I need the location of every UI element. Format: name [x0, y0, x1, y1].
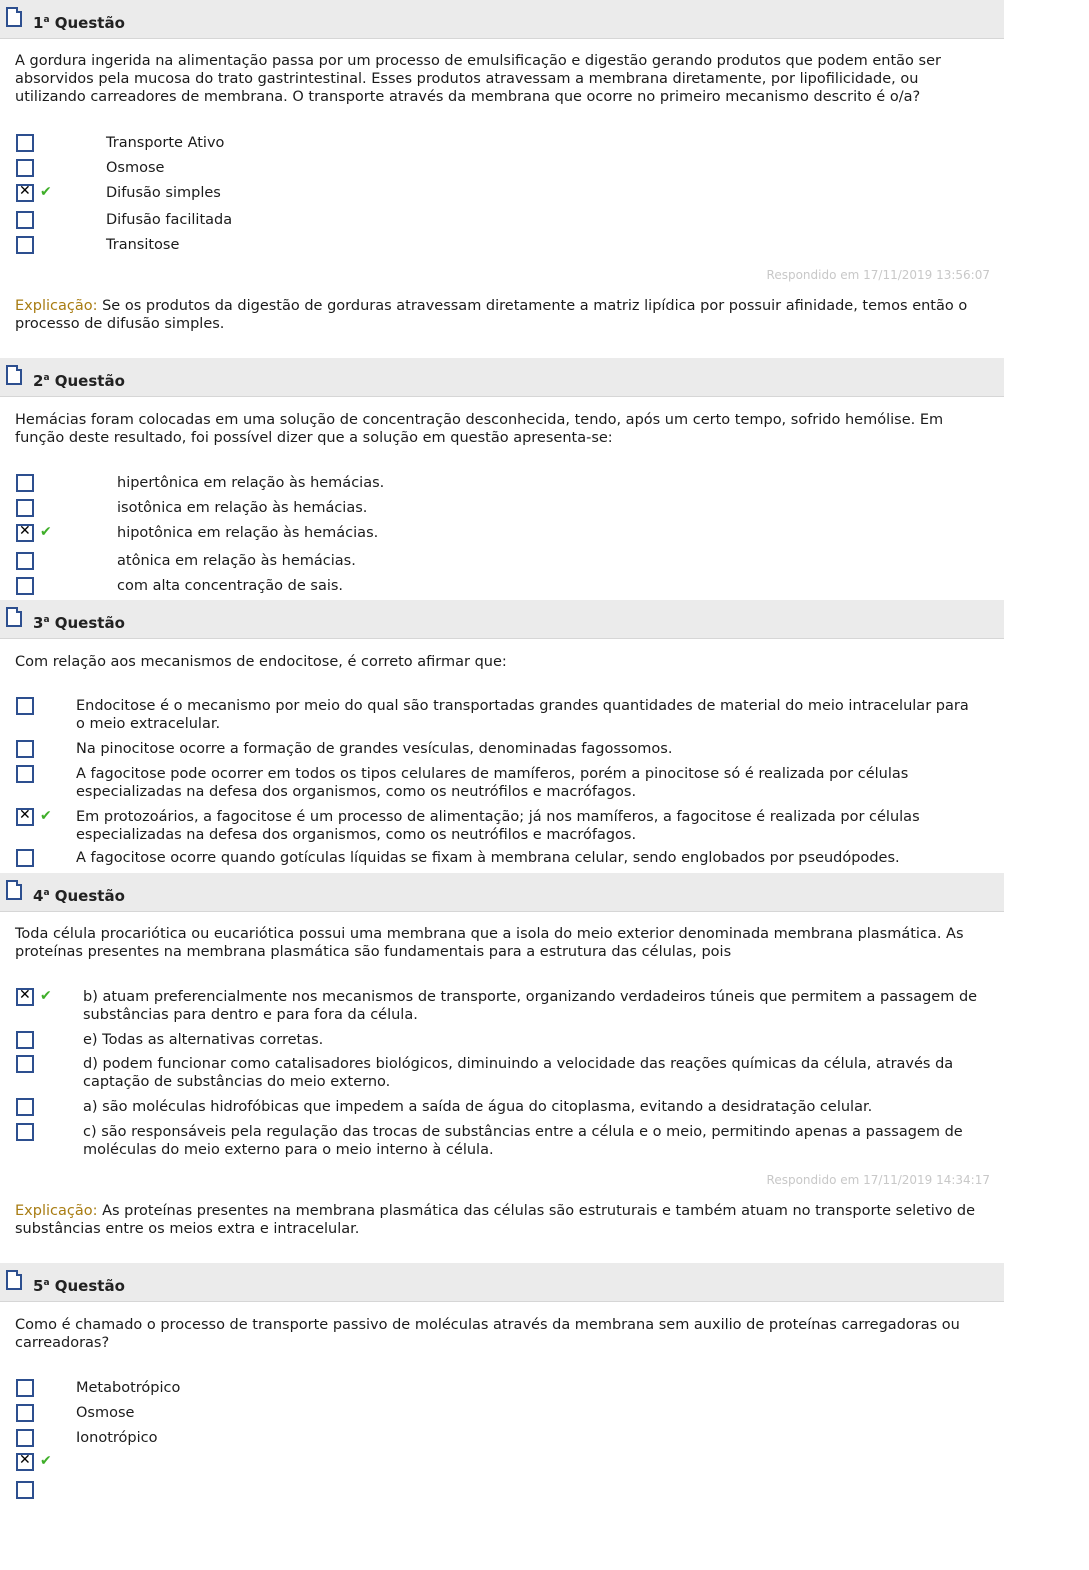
question-1-title: 1$^a$ Questão — [33, 14, 125, 32]
option-label: hipertônica em relação às hemácias. — [117, 475, 385, 491]
checkbox-checked[interactable] — [16, 808, 34, 826]
checkbox[interactable] — [16, 1404, 34, 1422]
green-checkmark-icon: ✔ — [40, 524, 52, 540]
question-2-text: Hemácias foram colocadas em uma solução de concentração desconhecida, tendo, após um certo tempo, sofrido hemólise. Em função deste resultado, foi possível dizer que a solução em questão apresenta-se: — [15, 412, 944, 446]
checkbox[interactable] — [16, 740, 34, 758]
checkbox[interactable] — [16, 1031, 34, 1049]
option-label: hipotônica em relação às hemácias. — [117, 525, 379, 541]
option-label: Difusão simples — [106, 185, 221, 201]
option-label: d) podem funcionar como catalisadores biológicos, diminuindo a velocidade das reações químicas da célula, através da captação de substâncias do meio externo. — [83, 1056, 954, 1090]
option-label: Osmose — [106, 160, 165, 176]
answered-timestamp: Respondido em 17/11/2019 14:34:17 — [766, 1173, 990, 1187]
option-label: Difusão facilitada — [106, 212, 233, 228]
option-label: Na pinocitose ocorre a formação de grandes vesículas, denominadas fagossomos. — [76, 741, 673, 757]
checkbox[interactable] — [16, 134, 34, 152]
question-4-title: 4$^a$ Questão — [33, 887, 125, 905]
document-icon — [6, 880, 22, 900]
option-label: Metabotrópico — [76, 1380, 181, 1396]
checkbox[interactable] — [16, 474, 34, 492]
option-label: Transporte Ativo — [106, 135, 225, 151]
question-3-header — [0, 600, 1004, 639]
question-5-title: 5$^a$ Questão — [33, 1277, 125, 1295]
question-4-text: Toda célula procariótica ou eucariótica possui uma membrana que a isola do meio exterior denominada membrana plasmática. As proteínas presentes na membrana plasmática são fundamentais para a estrutura das células, pois — [15, 926, 964, 960]
checkbox[interactable] — [16, 1379, 34, 1397]
question-1-header — [0, 0, 1004, 39]
checkbox[interactable] — [16, 236, 34, 254]
option-label: com alta concentração de sais. — [117, 578, 344, 594]
document-icon — [6, 7, 22, 27]
checkbox[interactable] — [16, 159, 34, 177]
explanation-text: As proteínas presentes na membrana plasmática das células são estruturais e também atuam no transporte seletivo de substâncias entre os meios extra e intracelular. — [15, 1203, 976, 1237]
question-4-header — [0, 873, 1004, 912]
green-checkmark-icon: ✔ — [40, 808, 52, 824]
checkbox[interactable] — [16, 577, 34, 595]
document-icon — [6, 365, 22, 385]
option-label: Endocitose é o mecanismo por meio do qual são transportadas grandes quantidades de material do meio intracelular para o meio extracelular. — [76, 698, 969, 732]
explanation — [15, 297, 990, 333]
question-5-header — [0, 1263, 1004, 1302]
option-label: isotônica em relação às hemácias. — [117, 500, 368, 516]
option-label: A fagocitose pode ocorrer em todos os tipos celulares de mamíferos, porém a pinocitose só é realizada por células especializadas na defesa dos organismos, como os neutrófilos e macrófagos. — [76, 766, 909, 800]
checkbox[interactable] — [16, 1055, 34, 1073]
checkbox-checked[interactable] — [16, 524, 34, 542]
option-label: e) Todas as alternativas corretas. — [83, 1032, 324, 1048]
checkbox[interactable] — [16, 499, 34, 517]
option-label: Em protozoários, a fagocitose é um processo de alimentação; já nos mamíferos, a fagocitose é realizada por células especializadas na defesa dos organismos, como os neutrófilos e macrófagos. — [76, 809, 920, 843]
document-icon — [6, 607, 22, 627]
option-label: atônica em relação às hemácias. — [117, 553, 356, 569]
question-3-text: Com relação aos mecanismos de endocitose, é correto afirmar que: — [15, 654, 507, 670]
checkbox[interactable] — [16, 1429, 34, 1447]
document-icon — [6, 1270, 22, 1290]
checkbox[interactable] — [16, 1123, 34, 1141]
green-checkmark-icon: ✔ — [40, 988, 52, 1004]
checkbox[interactable] — [16, 697, 34, 715]
option-label: Transitose — [106, 237, 180, 253]
checkbox[interactable] — [16, 552, 34, 570]
explanation-label: Explicação: — [15, 298, 98, 314]
explanation-text: Se os produtos da digestão de gorduras atravessam diretamente a matriz lipídica por possuir afinidade, temos então o processo de difusão simples. — [15, 298, 968, 332]
question-2-header — [0, 358, 1004, 397]
question-5-text: Como é chamado o processo de transporte passivo de moléculas através da membrana sem auxilio de proteínas carregadoras ou carreadoras? — [15, 1317, 960, 1351]
checkbox[interactable] — [16, 1098, 34, 1116]
option-label: A fagocitose ocorre quando gotículas líquidas se fixam à membrana celular, sendo englobados por pseudópodes. — [76, 850, 900, 866]
option-label: Osmose — [76, 1405, 135, 1421]
green-checkmark-icon: ✔ — [40, 1453, 52, 1469]
question-2-title: 2$^a$ Questão — [33, 372, 125, 390]
answered-timestamp: Respondido em 17/11/2019 13:56:07 — [766, 268, 990, 282]
checkbox[interactable] — [16, 211, 34, 229]
checkbox[interactable] — [16, 1481, 34, 1499]
green-checkmark-icon: ✔ — [40, 184, 52, 200]
checkbox-checked[interactable] — [16, 1453, 34, 1471]
checkbox[interactable] — [16, 765, 34, 783]
checkbox-checked[interactable] — [16, 988, 34, 1006]
option-label: Ionotrópico — [76, 1430, 158, 1446]
checkbox[interactable] — [16, 849, 34, 867]
explanation — [15, 1202, 990, 1238]
option-label: b) atuam preferencialmente nos mecanismos de transporte, organizando verdadeiros túneis que permitem a passagem de substâncias para dentro e para fora da célula. — [83, 989, 978, 1023]
explanation-label: Explicação: — [15, 1203, 98, 1219]
option-label: c) são responsáveis pela regulação das trocas de substâncias entre a célula e o meio, permitindo apenas a passagem de moléculas do meio externo para o meio interno à célula. — [83, 1124, 963, 1158]
checkbox-checked[interactable] — [16, 184, 34, 202]
question-3-title: 3$^a$ Questão — [33, 614, 125, 632]
question-1-text: A gordura ingerida na alimentação passa por um processo de emulsificação e digestão gerando produtos que podem então ser absorvidos pela mucosa do trato gastrintestinal. Esses produtos atravessam a membrana diretamente, por lipofilicidade, ou utilizando carreadores de membrana. O transporte através da membrana que ocorre no primeiro mecanismo descrito é o/a? — [15, 53, 941, 105]
option-label: a) são moléculas hidrofóbicas que impedem a saída de água do citoplasma, evitando a desidratação celular. — [83, 1099, 873, 1115]
